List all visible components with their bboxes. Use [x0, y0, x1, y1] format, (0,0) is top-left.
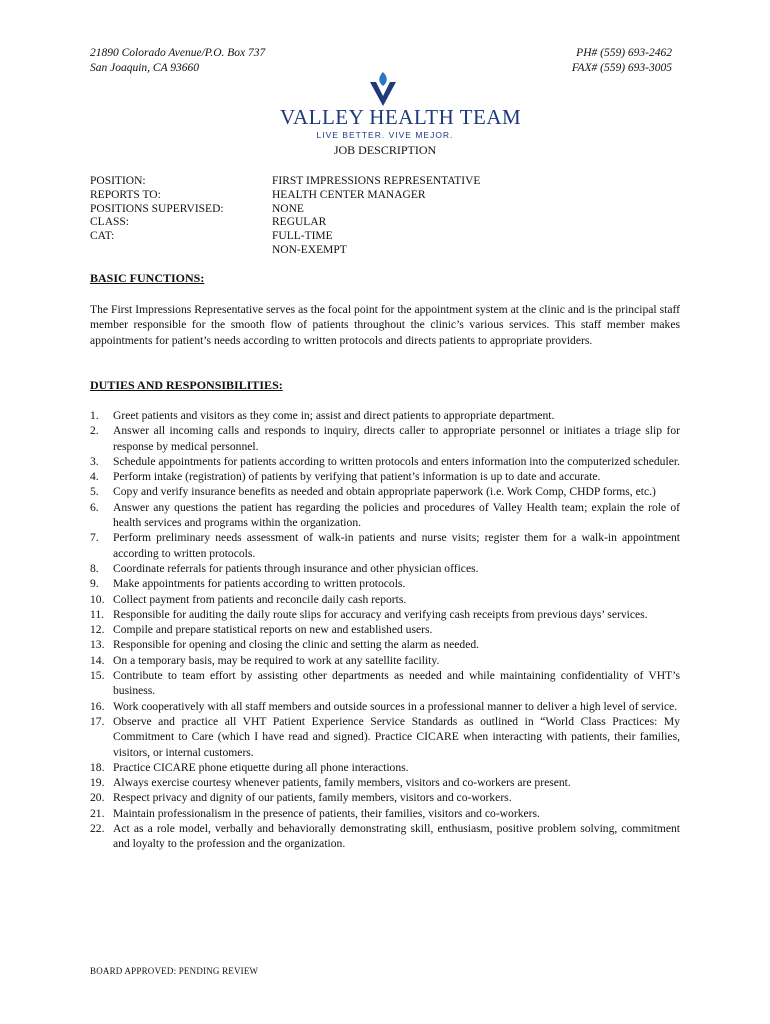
item-text: Greet patients and visitors as they come in; assist and direct patients to appropriate department.	[113, 409, 555, 422]
list-item	[90, 454, 680, 469]
item-number: 18.	[90, 760, 105, 774]
basic-functions-text: The First Impressions Representative serves as the focal point for the appointment system at the clinic and is the principal staff member responsible for the smooth flow of patients throughout the clinic’s various services. This staff member makes appointments for patient’s needs according to written protocols and directs patients to appropriate providers.	[90, 303, 680, 347]
logo-tagline: LIVE BETTER. VIVE MEJOR.	[316, 130, 454, 140]
duties-list	[90, 408, 680, 852]
item-number: 20.	[90, 791, 105, 805]
list-item	[90, 760, 680, 775]
valley-health-team-logo	[280, 72, 522, 142]
item-text: Contribute to team effort by assisting other departments as needed and while maintaining confidentiality of VHT’s business.	[113, 669, 680, 698]
address-line-1: 21890 Colorado Avenue/P.O. Box 737	[90, 47, 266, 59]
item-number: 13.	[90, 638, 105, 652]
item-number: 7.	[90, 531, 99, 545]
info-label: CLASS:	[90, 216, 129, 229]
item-number: 5.	[90, 485, 99, 499]
footer-approval-status: BOARD APPROVED: PENDING REVIEW	[90, 966, 259, 976]
list-item	[90, 469, 680, 484]
item-number: 17.	[90, 714, 105, 728]
item-text: Perform preliminary needs assessment of walk-in patients and nurse visits; register them for a walk-in appointment according to written protocols.	[113, 531, 680, 560]
item-text: Respect privacy and dignity of our patients, family members, visitors and co-workers.	[113, 791, 512, 805]
list-item	[90, 423, 680, 454]
list-item	[90, 714, 680, 760]
info-value: NON-EXEMPT	[272, 243, 347, 256]
info-label: POSITION:	[90, 175, 146, 187]
list-item	[90, 561, 680, 576]
item-number: 19.	[90, 776, 105, 790]
duties-heading: DUTIES AND RESPONSIBILITIES:	[90, 378, 283, 392]
item-text: Act as a role model, verbally and behaviorally demonstrating skill, enthusiasm, positive problem solving, commitment and loyalty to the profession and the organization.	[113, 822, 680, 851]
item-number: 1.	[90, 409, 99, 422]
list-item	[90, 790, 680, 805]
item-number: 8.	[90, 561, 99, 575]
info-label: CAT:	[90, 230, 115, 243]
item-number: 4.	[90, 470, 99, 484]
item-number: 10.	[90, 592, 105, 606]
item-number: 6.	[90, 500, 99, 514]
list-item	[90, 530, 680, 561]
logo-wordmark: VALLEY HEALTH TEAM	[280, 105, 522, 129]
item-number: 15.	[90, 669, 105, 683]
item-text: On a temporary basis, may be required to work at any satellite facility.	[113, 653, 440, 667]
item-number: 21.	[90, 806, 105, 820]
item-number: 12.	[90, 623, 105, 637]
info-label: POSITIONS SUPERVISED:	[90, 202, 224, 215]
item-text: Practice CICARE phone etiquette during all phone interactions.	[113, 760, 409, 774]
vht-chevron-logo-icon	[368, 72, 398, 106]
basic-functions-heading: BASIC FUNCTIONS:	[90, 271, 205, 285]
list-item	[90, 821, 680, 852]
info-value: NONE	[272, 202, 304, 215]
item-text: Observe and practice all VHT Patient Experience Service Standards as outlined in “World Class Practices: My Commitment to Care (which I have read and signed). Practice CICARE when interacting with patients, their families, visitors, or internal customers.	[113, 714, 680, 759]
item-number: 9.	[90, 577, 99, 591]
address-line-2: San Joaquin, CA 93660	[90, 62, 200, 74]
info-value: FIRST IMPRESSIONS REPRESENTATIVE	[272, 175, 481, 187]
fax-number: FAX# (559) 693-3005	[571, 62, 672, 74]
list-item	[90, 637, 680, 652]
item-text: Perform intake (registration) of patients by verifying that patient’s information is up to date and accurate.	[113, 470, 601, 484]
item-text: Responsible for opening and closing the clinic and setting the alarm as needed.	[113, 638, 480, 652]
item-text: Responsible for auditing the daily route slips for accuracy and verifying cash receipts from previous days’ services.	[113, 607, 648, 621]
info-value: REGULAR	[272, 216, 327, 229]
list-item	[90, 653, 680, 668]
list-item	[90, 408, 680, 423]
contact-block	[572, 46, 672, 76]
item-number: 14.	[90, 653, 105, 667]
info-value: FULL-TIME	[272, 230, 333, 243]
list-item	[90, 622, 680, 637]
list-item	[90, 592, 680, 607]
phone-number: PH# (559) 693-2462	[576, 47, 672, 59]
item-text: Schedule appointments for patients according to written protocols and enters information into the computerized scheduler.	[113, 454, 680, 468]
document-title: JOB DESCRIPTION	[333, 143, 437, 157]
item-number: 2.	[90, 424, 99, 438]
item-number: 22.	[90, 822, 105, 836]
item-text: Work cooperatively with all staff members and outside sources in a professional manner to deliver a high level of service.	[113, 699, 678, 713]
item-number: 11.	[90, 607, 105, 621]
item-text: Coordinate referrals for patients through insurance and other physician offices.	[113, 561, 479, 575]
list-item	[90, 775, 680, 790]
list-item	[90, 484, 680, 499]
list-item	[90, 607, 680, 622]
list-item	[90, 668, 680, 699]
list-item	[90, 500, 680, 531]
item-text: Answer any questions the patient has regarding the policies and procedures of Valley Health team; explain the role of health services and programs within the organization.	[113, 500, 680, 530]
list-item	[90, 806, 680, 821]
item-text: Make appointments for patients according to written protocols.	[113, 577, 406, 591]
item-text: Answer all incoming calls and responds to inquiry, directs caller to appropriate personnel or initiates a triage slip for response by medical personnel.	[113, 424, 680, 453]
item-text: Maintain professionalism in the presence of patients, their families, visitors and co-workers.	[113, 806, 540, 820]
item-text: Copy and verify insurance benefits as needed and obtain appropriate paperwork (i.e. Work Comp, CHDP forms, etc.)	[113, 485, 656, 499]
info-value: HEALTH CENTER MANAGER	[272, 188, 426, 201]
item-number: 3.	[90, 454, 99, 468]
item-text: Collect payment from patients and reconcile daily cash reports.	[113, 592, 407, 606]
item-text: Compile and prepare statistical reports on new and established users.	[113, 623, 433, 637]
address-block	[90, 46, 265, 76]
item-text: Always exercise courtesy whenever patients, family members, visitors and co-workers are present.	[113, 776, 571, 790]
list-item	[90, 576, 680, 591]
info-label: REPORTS TO:	[90, 188, 161, 201]
item-number: 16.	[90, 699, 105, 713]
list-item	[90, 699, 680, 714]
